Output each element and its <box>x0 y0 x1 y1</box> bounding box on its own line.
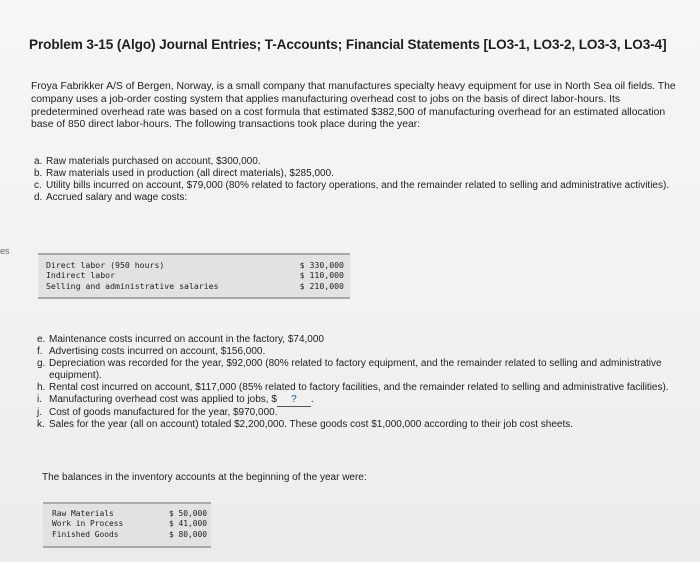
blank-placeholder: ? <box>291 394 297 405</box>
transaction-text: Depreciation was recorded for the year, $92,000 (80% related to factory equipment, and the remainder related to selling and administrative equipment). <box>49 358 662 381</box>
transaction-item <box>37 382 677 394</box>
transaction-label: i. <box>37 394 42 405</box>
transaction-text <box>49 394 677 407</box>
transaction-text: Maintenance costs incurred on account in the factory, $74,000 <box>49 334 324 345</box>
transaction-label: j. <box>37 407 42 418</box>
inventory-balances-table <box>43 502 211 548</box>
transaction-item <box>37 407 677 419</box>
transaction-text: Sales for the year (all on account) totaled $2,200,000. These goods cost $1,000,000 according to their job cost sheets. <box>49 419 574 430</box>
transaction-item <box>34 180 690 192</box>
transaction-label: h. <box>37 382 46 393</box>
answer-blank[interactable] <box>277 394 311 407</box>
transaction-text-before: Manufacturing overhead cost was applied to jobs, $ <box>49 394 277 405</box>
wage-cost-name: Indirect labor <box>46 270 116 281</box>
transactions-list-a-d <box>34 156 690 204</box>
inventory-name: Finished Goods <box>52 529 119 539</box>
transaction-item <box>37 346 677 358</box>
transaction-text: Accrued salary and wage costs: <box>46 192 188 203</box>
wage-cost-amount: $ 210,000 <box>299 280 344 291</box>
transaction-label: c. <box>34 180 42 191</box>
transaction-text: Utility bills incurred on account, $79,000 (80% related to factory operations, and the remainder related to selling and administrative activities). <box>46 180 670 191</box>
problem-title: Problem 3-15 (Algo) Journal Entries; T-Accounts; Financial Statements [LO3-1, LO3-2, LO3-3, LO3-4] <box>29 37 667 52</box>
table-row <box>38 281 350 291</box>
side-margin-label: es <box>0 246 10 256</box>
inventory-amount: $ 80,000 <box>168 529 207 539</box>
transaction-text: Cost of goods manufactured for the year, $970,000. <box>49 407 278 418</box>
inventory-name: Work in Process <box>52 519 124 529</box>
transaction-label: k. <box>37 419 45 430</box>
problem-intro: Froya Fabrikker A/S of Bergen, Norway, is a small company that manufactures specialty heavy equipment for use in North Sea oil fields. The company uses a job-order costing system that applies manufacturing overhead cost to jobs on the basis of direct labor-hours. Its predetermined overhead rate was based on a cost formula that estimated $382,500 of manufacturing overhead for an estimated allocation base of 850 direct labor-hours. The following transactions took place during the year: <box>31 81 676 131</box>
inventory-name: Raw Materials <box>52 509 114 518</box>
transaction-item <box>37 394 677 407</box>
transaction-item <box>34 192 690 204</box>
table-row <box>43 519 211 529</box>
transaction-text: Advertising costs incurred on account, $156,000. <box>49 346 266 357</box>
transactions-list-e-k <box>37 334 677 431</box>
transaction-text: Raw materials used in production (all direct materials), $285,000. <box>46 168 334 179</box>
table-row <box>43 509 211 519</box>
table-row <box>38 260 350 270</box>
transaction-label: e. <box>37 334 46 345</box>
table-row <box>38 270 350 280</box>
balances-intro: The balances in the inventory accounts at the beginning of the year were: <box>42 472 367 483</box>
wage-cost-name: Selling and administrative salaries <box>46 280 219 291</box>
inventory-amount: $ 41,000 <box>168 519 207 529</box>
transaction-item <box>37 358 677 382</box>
transaction-text: Rental cost incurred on account, $117,000 (85% related to factory facilities, and the remainder related to selling and administrative facilities). <box>49 382 669 393</box>
transaction-label: b. <box>34 168 43 179</box>
transaction-item <box>34 168 690 180</box>
table-row <box>43 530 211 540</box>
wage-cost-amount: $ 330,000 <box>299 260 344 270</box>
transaction-text: Raw materials purchased on account, $300,000. <box>46 156 261 167</box>
transaction-item <box>37 419 677 431</box>
transaction-item <box>37 334 677 346</box>
wage-cost-amount: $ 110,000 <box>299 270 344 281</box>
transaction-label: d. <box>34 192 43 203</box>
transaction-item <box>34 156 690 168</box>
transaction-label: g. <box>37 358 46 369</box>
transaction-label: f. <box>37 346 43 357</box>
inventory-amount: $ 50,000 <box>168 509 207 518</box>
transaction-text-after: . <box>310 394 314 405</box>
wage-costs-table <box>38 253 350 299</box>
wage-cost-name: Direct labor (950 hours) <box>46 260 165 270</box>
transaction-label: a. <box>34 156 43 167</box>
